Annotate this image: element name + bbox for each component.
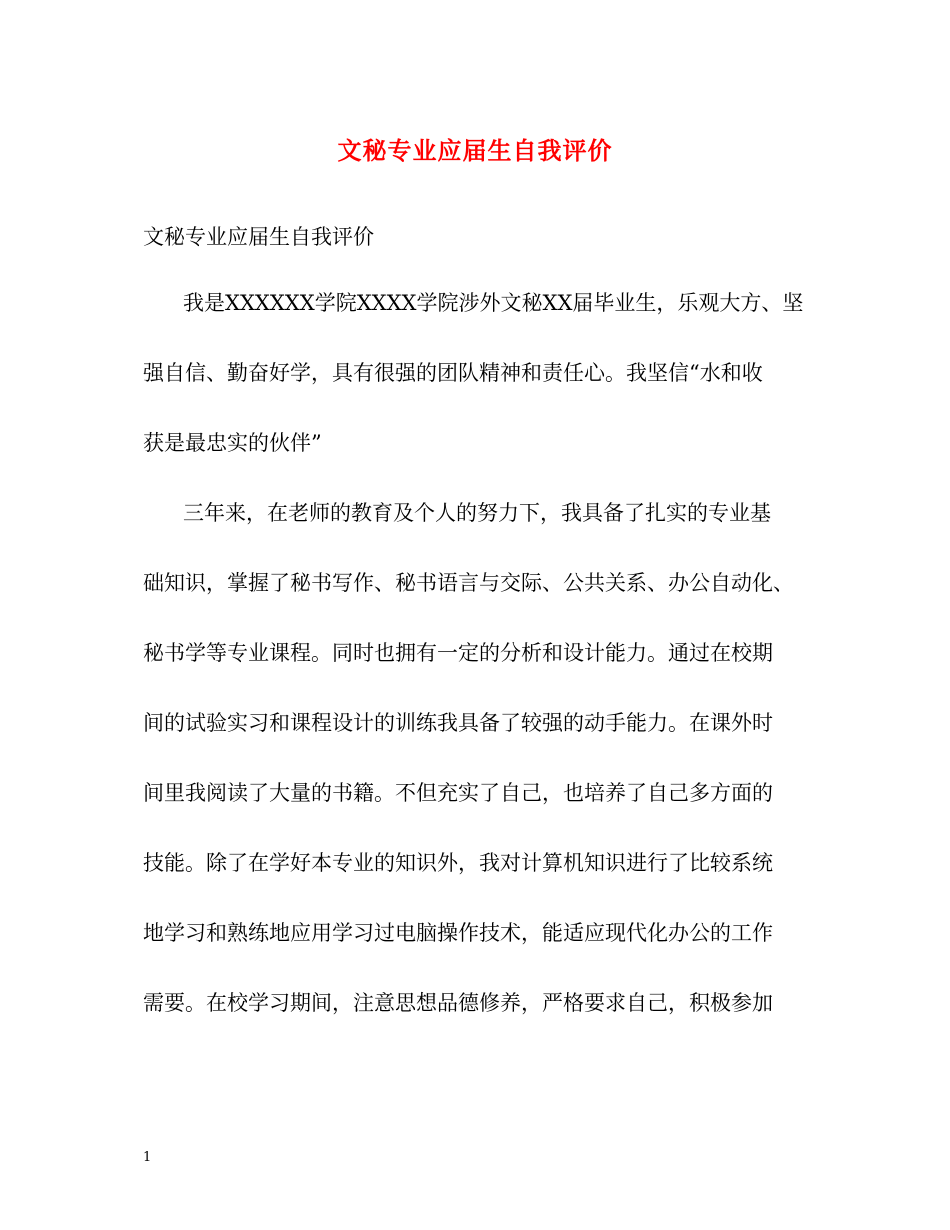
paragraph-line: 三年来，在老师的教育及个人的努力下，我具备了扎实的专业基 (183, 501, 771, 525)
paragraph-line: 地学习和熟练地应用学习过电脑操作技术，能适应现代化办公的工作 (143, 921, 773, 945)
paragraph-line: 获是最忠实的伙伴” (143, 431, 322, 455)
paragraph-line: 需要。在校学习期间，注意思想品德修养，严格要求自己，积极参加 (143, 991, 773, 1015)
paragraph-line: 强自信、勤奋好学，具有很强的团队精神和责任心。我坚信“水和收 (143, 361, 763, 385)
paragraph-line: 间里我阅读了大量的书籍。不但充实了自己，也培养了自己多方面的 (143, 781, 773, 805)
document-title: 文秘专业应届生自我评价 (337, 136, 613, 165)
page-number: 1 (143, 1150, 152, 1165)
document-subtitle: 文秘专业应届生自我评价 (143, 225, 374, 249)
paragraph-line: 础知识，掌握了秘书写作、秘书语言与交际、公共关系、办公自动化、 (143, 571, 794, 595)
paragraph-line: 间的试验实习和课程设计的训练我具备了较强的动手能力。在课外时 (143, 711, 773, 735)
paragraph-line: 技能。除了在学好本专业的知识外，我对计算机知识进行了比较系统 (143, 851, 773, 875)
paragraph-line: 秘书学等专业课程。同时也拥有一定的分析和设计能力。通过在校期 (143, 641, 773, 665)
paragraph-line: 我是XXXXXX学院XXXX学院涉外文秘XX届毕业生，乐观大方、坚 (183, 291, 804, 315)
